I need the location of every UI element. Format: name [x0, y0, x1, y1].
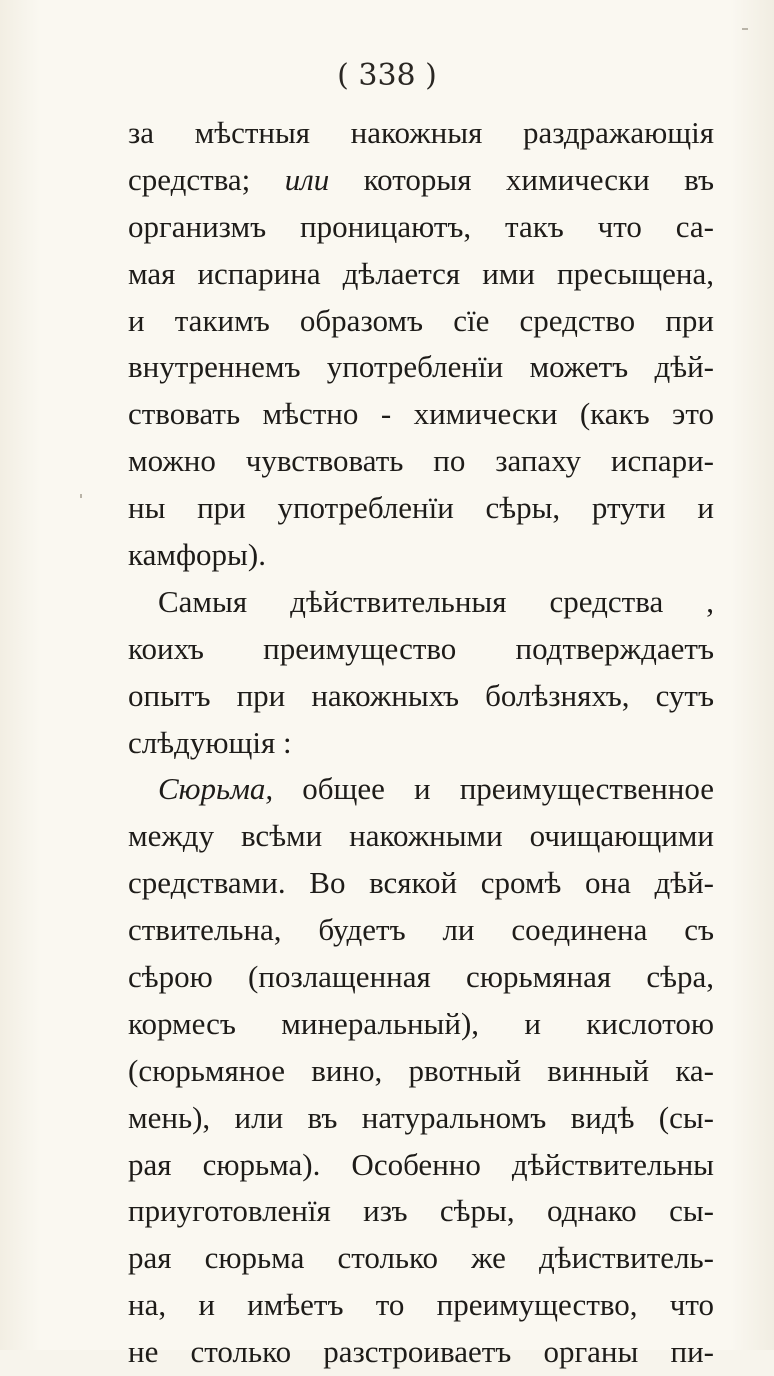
text-run: за мѣстныя накожныя раздражающія [128, 115, 714, 150]
text-run: слѣдующія : [128, 724, 292, 760]
text-run: мая испарина дѣлается ими пресыщена, [128, 255, 714, 291]
text-run: мень), или въ натуральномъ видѣ (сы- [128, 1099, 714, 1135]
text-line [128, 1048, 714, 1095]
text-line [128, 251, 714, 298]
text-run: ствовать мѣстно - химически (какъ это [128, 396, 714, 432]
text-run: (сюрьмяное вино, рвотный винный ка- [128, 1052, 714, 1088]
text-run: можно чувствовать по запаху испари- [128, 443, 714, 479]
text-run: организмъ проницаютъ, такъ что са- [128, 208, 714, 244]
text-run: внутреннемъ употребленїи можетъ дѣй- [128, 349, 714, 385]
text-line [128, 110, 714, 157]
text-line [128, 907, 714, 954]
text-line [128, 1188, 714, 1235]
text-line [128, 1235, 714, 1282]
text-line [128, 1329, 714, 1376]
text-line [128, 626, 714, 673]
text-line [128, 1001, 714, 1048]
text-line [128, 673, 714, 720]
text-run: ствительна, будетъ ли соединена съ [128, 912, 714, 948]
text-run: ны при употребленїи сѣры, ртути и [128, 490, 714, 526]
text-line [128, 579, 714, 626]
text-run: опытъ при накожныхъ болѣзняхъ, сутъ [128, 677, 714, 713]
text-line [128, 860, 714, 907]
text-run: сѣрою (позлащенная сюрьмяная сѣра, [128, 959, 714, 995]
text-run: рая сюрьма). Особенно дѣйствительны [128, 1146, 714, 1182]
text-line [128, 298, 714, 345]
text-run: кормесъ минеральный), и кислотою [128, 1005, 714, 1041]
text-line [128, 954, 714, 1001]
text-run: приуготовленїя изъ сѣры, однако сы- [128, 1193, 714, 1229]
text-run: не столько разстроиваетъ органы пи- [128, 1334, 714, 1370]
text-run: средствами. Во всякой сромѣ она дѣй- [128, 865, 714, 901]
body-text [128, 110, 714, 1376]
text-run: камфоры). [128, 537, 266, 573]
text-line [128, 720, 714, 767]
text-run: коихъ преимущество подтверждаетъ [128, 630, 714, 666]
paper-speck [742, 28, 748, 30]
paper-speck [80, 494, 82, 498]
text-line [128, 1282, 714, 1329]
text-line [128, 344, 714, 391]
text-line [128, 532, 714, 579]
text-run: на, и имѣетъ то преимущество, что [128, 1287, 714, 1323]
text-run: которыя химически въ [329, 161, 714, 197]
text-line [128, 391, 714, 438]
text-line [128, 766, 714, 813]
text-line [128, 813, 714, 860]
text-run: рая сюрьма столько же дѣиствитель- [128, 1240, 714, 1276]
text-line [128, 1142, 714, 1189]
italic-text: или [284, 161, 330, 197]
text-line [128, 438, 714, 485]
text-run: Самыя дѣйствительныя средства , [158, 583, 714, 619]
italic-text: Сюрьма, [158, 771, 274, 807]
text-line [128, 1095, 714, 1142]
text-run: и такимъ образомъ сїе средство при [128, 302, 714, 338]
text-line [128, 157, 714, 204]
text-run: между всѣми накожными очищающими [128, 818, 714, 854]
text-line [128, 485, 714, 532]
text-run: общее и преимущественное [273, 771, 714, 807]
text-run: средства; [128, 161, 285, 197]
page-number: ( 338 ) [337, 58, 437, 93]
text-line [128, 204, 714, 251]
